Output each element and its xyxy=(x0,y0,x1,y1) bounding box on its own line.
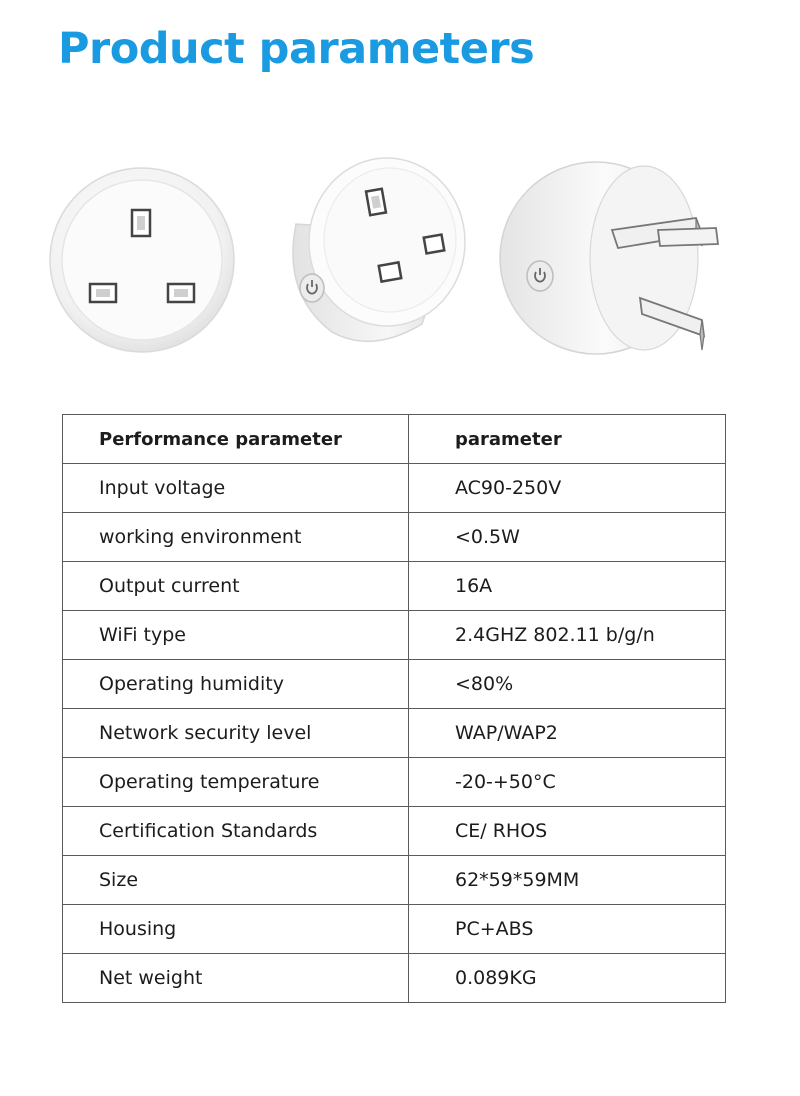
product-images xyxy=(0,140,800,380)
plug-angled-view xyxy=(272,154,472,364)
page-title: Product parameters xyxy=(58,24,535,74)
row-label: working environment xyxy=(63,513,409,562)
row-value: CE/ RHOS xyxy=(409,807,726,856)
row-label: Input voltage xyxy=(63,464,409,513)
row-label: Operating temperature xyxy=(63,758,409,807)
header-performance-parameter: Performance parameter xyxy=(63,415,409,464)
row-value: AC90-250V xyxy=(409,464,726,513)
plug-front-view xyxy=(44,160,244,360)
table-row xyxy=(63,660,726,709)
table-row xyxy=(63,513,726,562)
row-value: 62*59*59MM xyxy=(409,856,726,905)
row-value: WAP/WAP2 xyxy=(409,709,726,758)
table-row xyxy=(63,807,726,856)
row-label: Output current xyxy=(63,562,409,611)
row-value: <80% xyxy=(409,660,726,709)
plug-side-view xyxy=(496,158,736,368)
table-row xyxy=(63,709,726,758)
row-value: <0.5W xyxy=(409,513,726,562)
table-row xyxy=(63,856,726,905)
table-header-row xyxy=(63,415,726,464)
row-label: Operating humidity xyxy=(63,660,409,709)
row-value: 16A xyxy=(409,562,726,611)
row-label: Network security level xyxy=(63,709,409,758)
row-value: 2.4GHZ 802.11 b/g/n xyxy=(409,611,726,660)
parameter-table xyxy=(62,414,726,1003)
table-row xyxy=(63,954,726,1003)
row-label: Net weight xyxy=(63,954,409,1003)
power-button-icon xyxy=(300,274,324,302)
row-value: 0.089KG xyxy=(409,954,726,1003)
header-parameter: parameter xyxy=(409,415,726,464)
table-row xyxy=(63,905,726,954)
row-label: WiFi type xyxy=(63,611,409,660)
table-row xyxy=(63,758,726,807)
table-row xyxy=(63,611,726,660)
power-button-icon xyxy=(527,261,553,291)
table-row xyxy=(63,562,726,611)
row-label: Certification Standards xyxy=(63,807,409,856)
row-value: -20-+50°C xyxy=(409,758,726,807)
table-row xyxy=(63,464,726,513)
row-value: PC+ABS xyxy=(409,905,726,954)
row-label: Size xyxy=(63,856,409,905)
row-label: Housing xyxy=(63,905,409,954)
